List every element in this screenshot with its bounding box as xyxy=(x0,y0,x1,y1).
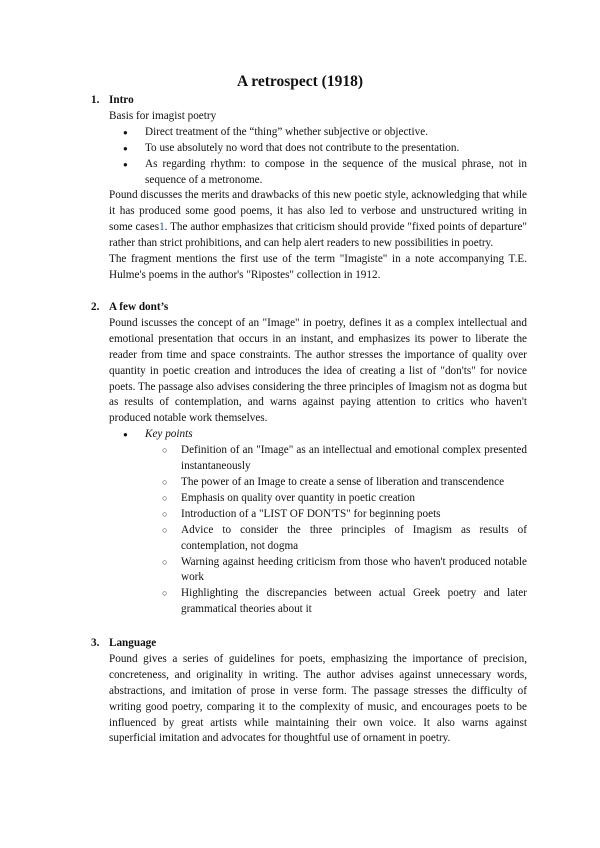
footnote-link[interactable]: 1 xyxy=(159,221,165,234)
sublist-item: ○ Advice to consider the three principles of Imagism as results of contemplation, not dogma xyxy=(181,523,527,555)
section-a-few-donts xyxy=(91,300,527,618)
paragraph: Pound iscusses the concept of an "Image" in poetry, defines it as a complex intellectual and emotional presentation that occurs in an instant, and emphasizes its power to liberate the reader from time and space constraints. The author stresses the importance of quality over quantity in poetic creation and introduces the idea of creating a list of "don'ts" for novice poets. The passage also advises considering the three principles of Imagism not as dogma but as results of contemplation, and warns against paying attention to critics who haven't produced notable work themselves. xyxy=(109,316,527,425)
list-item xyxy=(145,427,527,618)
section-heading xyxy=(91,300,527,316)
list-item: ● As regarding rhythm: to compose in the sequence of the musical phrase, not in sequence of a metronome. xyxy=(145,157,527,189)
sublist-item: ○ Warning against heeding criticism from those who haven't produced notable work xyxy=(181,555,527,587)
section-number: 1. xyxy=(91,94,100,106)
list-item: ● To use absolutely no word that does not contribute to the presentation. xyxy=(145,141,527,157)
section-number: 2. xyxy=(91,301,100,313)
section-body xyxy=(91,652,527,747)
section-body xyxy=(91,316,527,618)
paragraph xyxy=(109,188,527,252)
page-title: A retrospect (1918) xyxy=(237,73,363,90)
section-intro xyxy=(91,93,527,284)
section-language xyxy=(91,636,527,747)
section-heading xyxy=(91,93,527,109)
section-title: A few dont’s xyxy=(109,301,169,313)
section-heading xyxy=(91,636,527,652)
sublist-item: ○ The power of an Image to create a sense of liberation and transcendence xyxy=(181,475,527,491)
key-points-label: Key points xyxy=(145,428,193,441)
intro-lead: Basis for imagist poetry xyxy=(109,109,217,122)
sublist-item: ○ Emphasis on quality over quantity in poetic creation xyxy=(181,491,527,507)
key-points-sublist xyxy=(145,443,527,618)
paragraph-text: Pound discusses the merits and drawbacks of this new poetic style, acknowledging that while it has produced some good poems, it has also led to verbose and unstructured writing in some cases xyxy=(109,189,527,234)
list-item: ● Direct treatment of the “thing” whether subjective or objective. xyxy=(145,125,527,141)
section-title: Intro xyxy=(109,94,134,106)
paragraph: The fragment mentions the first use of the term "Imagiste" in a note accompanying T.E. Hulme's poems in the author's "Ripostes" collection in 1912. xyxy=(109,253,527,281)
section-body xyxy=(91,109,527,284)
principles-list xyxy=(109,125,527,189)
sublist-item: ○ Definition of an "Image" as an intellectual and emotional complex presented instantaneously xyxy=(181,443,527,475)
sublist-item: ○ Highlighting the discrepancies between actual Greek poetry and later grammatical theories about it xyxy=(181,586,527,618)
paragraph-text: . The author emphasizes that criticism should provide "fixed points of departure" rather than strict prohibitions, and can help alert readers to new possibilities in poetry. xyxy=(109,221,527,250)
section-title: Language xyxy=(109,637,157,649)
key-points-list xyxy=(109,427,527,618)
sublist-item: ○ Introduction of a "LIST OF DON'TS" for beginning poets xyxy=(181,507,527,523)
section-number: 3. xyxy=(91,637,100,649)
paragraph: Pound gives a series of guidelines for poets, emphasizing the importance of precision, concreteness, and originality in writing. The author advises against unnecessary words, abstractions, and imitation of prose in verse form. The passage stresses the difficulty of writing good poetry, comparing it to the complexity of music, and encourages poets to be influenced by great artists while maintaining their own voice. It also warns against superficial imitation and advocates for thoughtful use of ornament in poetry. xyxy=(109,652,527,745)
